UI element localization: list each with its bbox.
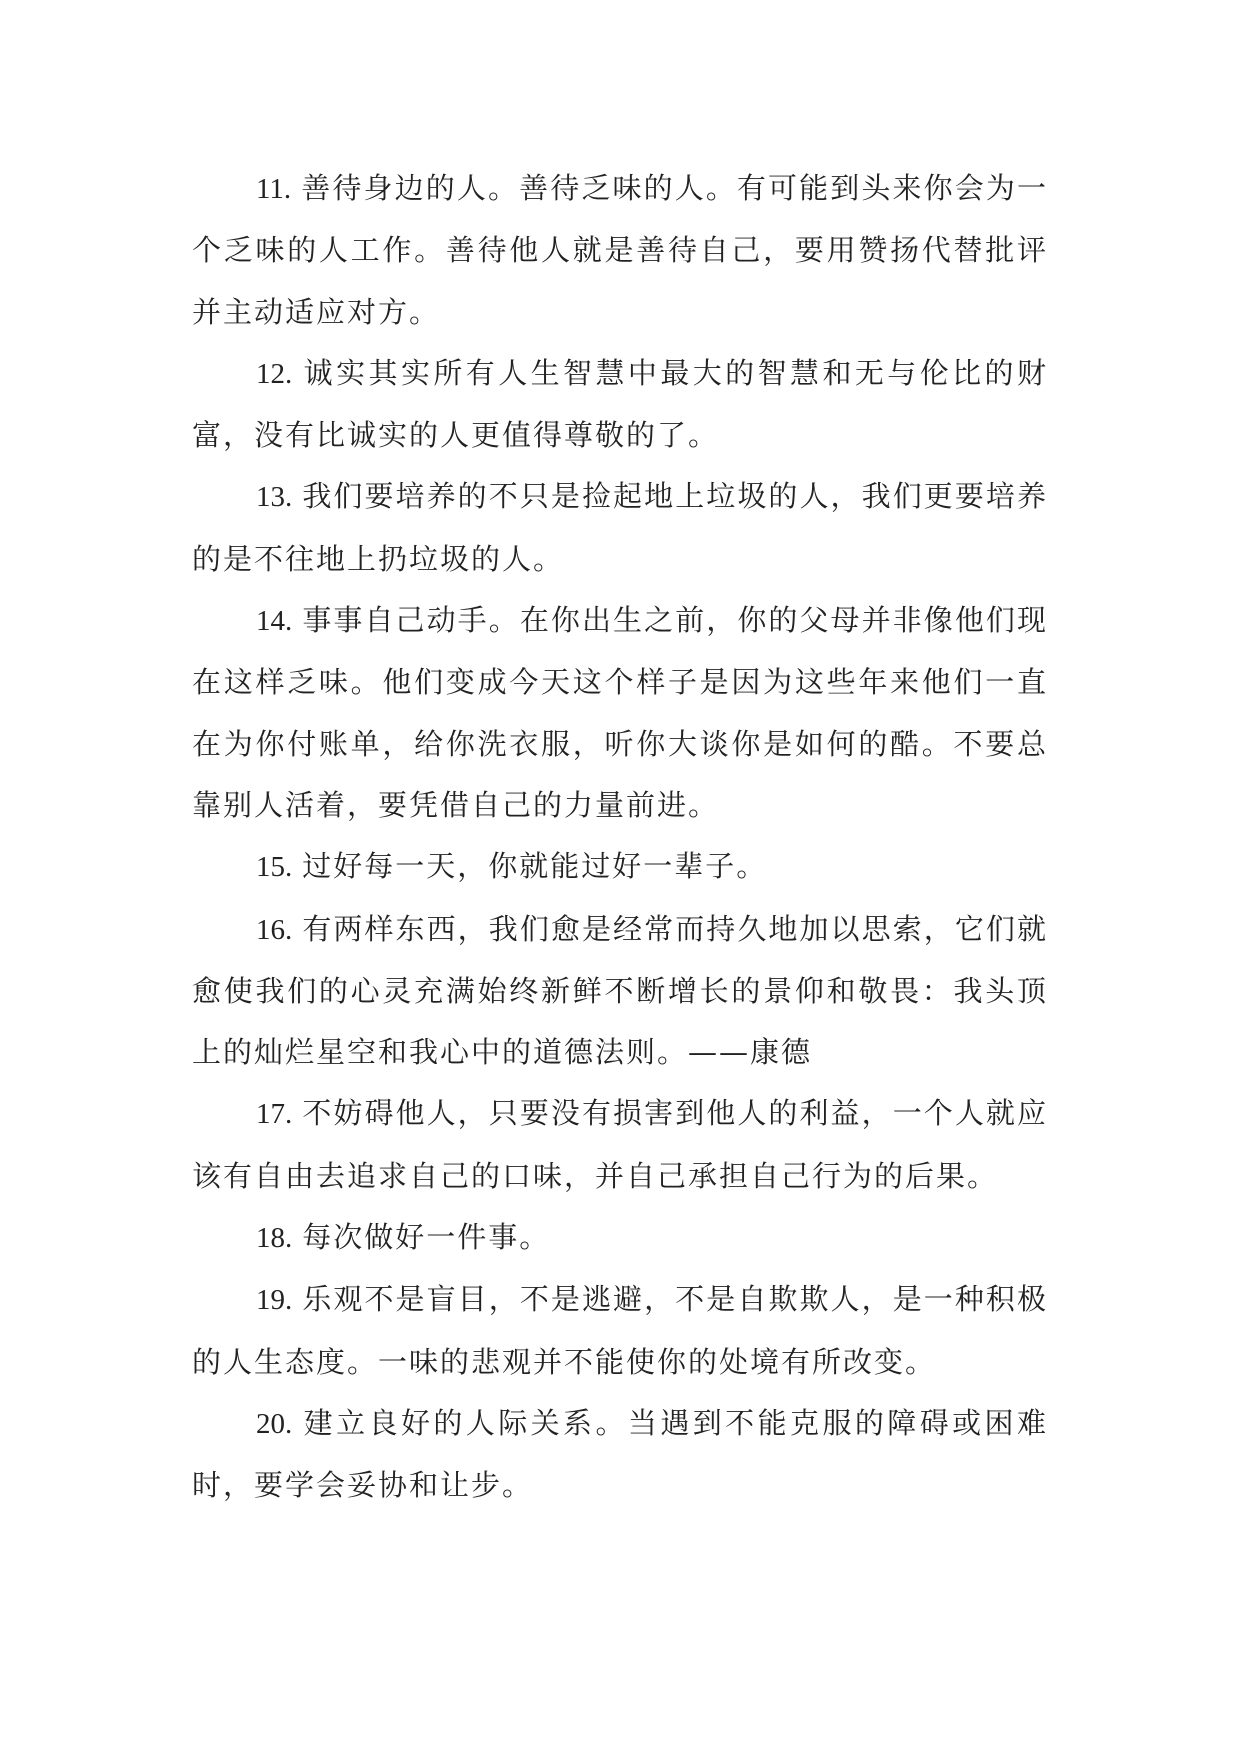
list-item <box>192 899 1048 1084</box>
item-text: 过好每一天，你就能过好一辈子。 <box>302 849 768 884</box>
item-number: 16. <box>256 913 293 946</box>
list-item <box>192 1269 1048 1393</box>
list-item <box>192 1083 1048 1207</box>
item-text: 建立良好的人际关系。当遇到不能克服的障碍或困难时，要学会妥协和让步。 <box>192 1405 1048 1503</box>
item-number: 11. <box>256 173 292 205</box>
list-item <box>192 343 1048 467</box>
item-text: 有两样东西，我们愈是经常而持久地加以思索，它们就愈使我们的心灵充满始终新鲜不断增长的景仰和敬畏：我头顶上的灿烂星空和我心中的道德法则。——康德 <box>192 911 1048 1070</box>
item-number: 13. <box>256 481 293 514</box>
item-number: 20. <box>256 1407 293 1440</box>
item-text: 乐观不是盲目，不是逃避，不是自欺欺人，是一种积极的人生态度。一味的悲观并不能使你的处境有所改变。 <box>192 1282 1048 1379</box>
item-number: 14. <box>256 605 293 638</box>
item-number: 15. <box>256 851 293 884</box>
list-item <box>192 1207 1048 1269</box>
item-text: 我们要培养的不只是捡起地上垃圾的人，我们更要培养的是不往地上扔垃圾的人。 <box>192 479 1048 576</box>
item-number: 19. <box>256 1284 293 1317</box>
list-item <box>192 466 1048 590</box>
item-text: 善待身边的人。善待乏味的人。有可能到头来你会为一个乏味的人工作。善待他人就是善待自己，要用赞扬代替批评并主动适应对方。 <box>192 171 1048 329</box>
item-number: 18. <box>256 1222 293 1255</box>
list-item <box>192 590 1048 836</box>
list-item <box>192 836 1048 898</box>
item-text: 每次做好一件事。 <box>302 1220 551 1255</box>
item-number: 12. <box>256 357 293 390</box>
item-text: 不妨碍他人，只要没有损害到他人的利益，一个人就应该有自由去追求自己的口味，并自己承担自己行为的后果。 <box>192 1096 1048 1193</box>
item-text: 诚实其实所有人生智慧中最大的智慧和无与伦比的财富，没有比诚实的人更值得尊敬的了。 <box>192 355 1048 453</box>
list-item <box>192 1393 1048 1517</box>
item-text: 事事自己动手。在你出生之前，你的父母并非像他们现在这样乏味。他们变成今天这个样子是因为这些年来他们一直在为你付账单，给你洗衣服，听你大谈你是如何的酷。不要总靠别人活着，要凭借自己的力量前进。 <box>192 603 1048 822</box>
document-body <box>192 158 1048 1517</box>
list-item <box>192 158 1048 343</box>
item-number: 17. <box>256 1098 293 1131</box>
